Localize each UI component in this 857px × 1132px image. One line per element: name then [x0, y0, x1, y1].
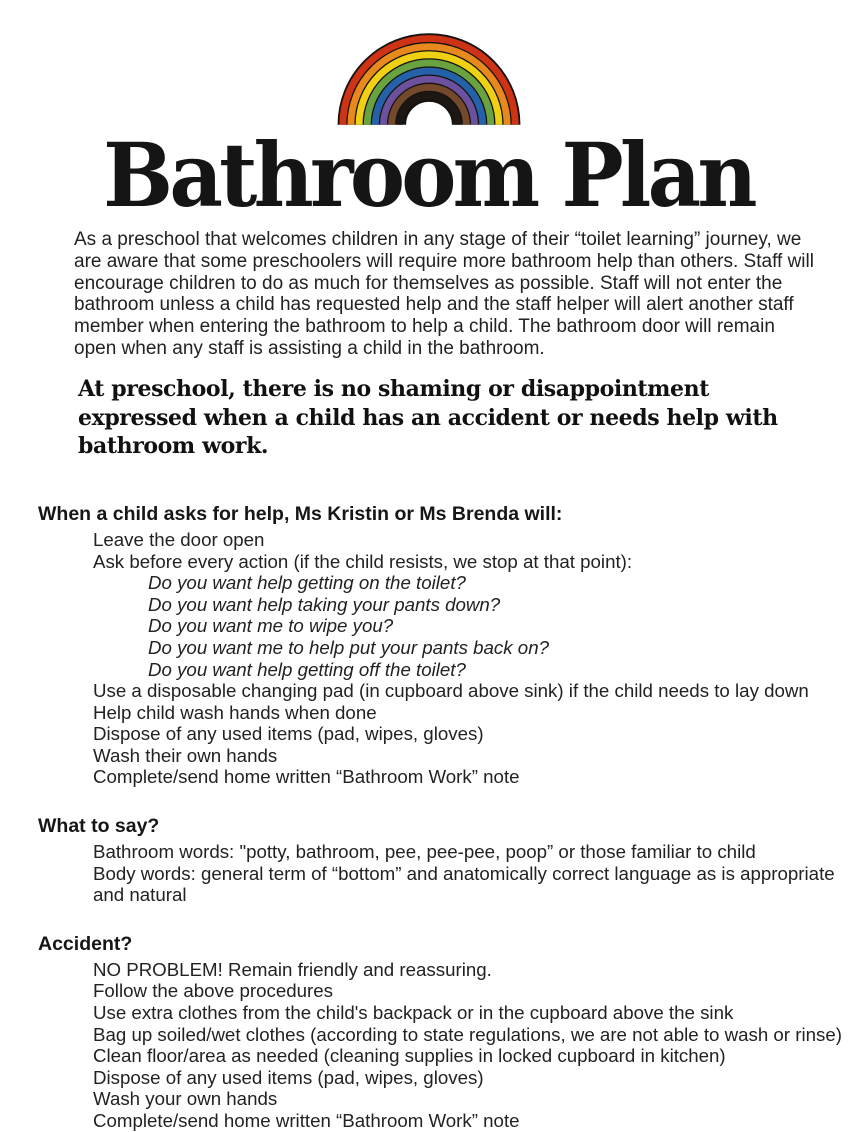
sections-container: [0, 503, 857, 1132]
list-item: Complete/send home written “Bathroom Work” note: [93, 766, 520, 788]
section-heading: Accident?: [38, 932, 133, 955]
list-item: Follow the above procedures: [93, 980, 333, 1002]
list-item: Clean floor/area as needed (cleaning supplies in locked cupboard in kitchen): [93, 1045, 726, 1067]
section-heading: What to say?: [38, 815, 160, 838]
list-item: Dispose of any used items (pad, wipes, gloves): [93, 1066, 484, 1088]
list-item: Use a disposable changing pad (in cupboard above sink) if the child needs to lay down: [93, 680, 809, 702]
list-item: Wash your own hands: [93, 1088, 278, 1110]
list-item: Do you want help getting on the toilet?: [148, 572, 466, 594]
list-item: Ask before every action (if the child resists, we stop at that point):: [93, 550, 633, 572]
list-item: Complete/send home written “Bathroom Work” note: [93, 1110, 520, 1132]
section-0: [0, 503, 857, 788]
intro-paragraph: As a preschool that welcomes children in any stage of their “toilet learning” journey, we are aware that some preschoolers will require more bathroom help than others. Staff will encourage children to do as much for themselves as possible. Staff will not enter the bathroom unless a child has requested help and the staff helper will alert another staff member when entering the bathroom to help a child. The bathroom door will remain open when any staff is assisting a child in the bathroom.: [74, 229, 814, 359]
list-item: NO PROBLEM! Remain friendly and reassuring.: [93, 958, 492, 980]
list-item: Bathroom words: "potty, bathroom, pee, pee-pee, poop” or those familiar to child: [93, 841, 756, 863]
section-1: [0, 815, 857, 906]
policy-statement: At preschool, there is no shaming or disappointment expressed when a child has an accident or needs help with bathroom work.: [78, 376, 778, 460]
list-item: Dispose of any used items (pad, wipes, gloves): [93, 723, 484, 745]
section-2: [0, 933, 857, 1132]
list-item: Help child wash hands when done: [93, 701, 377, 723]
list-item: Leave the door open: [93, 528, 265, 550]
section-heading: When a child asks for help, Ms Kristin or Ms Brenda will:: [38, 502, 563, 525]
list-item: Do you want help getting off the toilet?: [148, 658, 466, 680]
list-item: Bag up soiled/wet clothes (according to state regulations, we are not able to wash or rinse): [93, 1023, 842, 1045]
rainbow-icon: [0, 0, 857, 129]
list-item: Wash their own hands: [93, 744, 278, 766]
list-item: Use extra clothes from the child's backpack or in the cupboard above the sink: [93, 1002, 734, 1024]
page-title: Bathroom Plan: [103, 123, 754, 227]
list-item: Body words: general term of “bottom” and anatomically correct language as is appropriate and natural: [93, 862, 835, 906]
list-item: Do you want me to wipe you?: [148, 615, 394, 637]
rainbow-icon: [329, 28, 529, 129]
list-item: Do you want me to help put your pants back on?: [148, 636, 549, 658]
list-item: Do you want help taking your pants down?: [148, 593, 501, 615]
